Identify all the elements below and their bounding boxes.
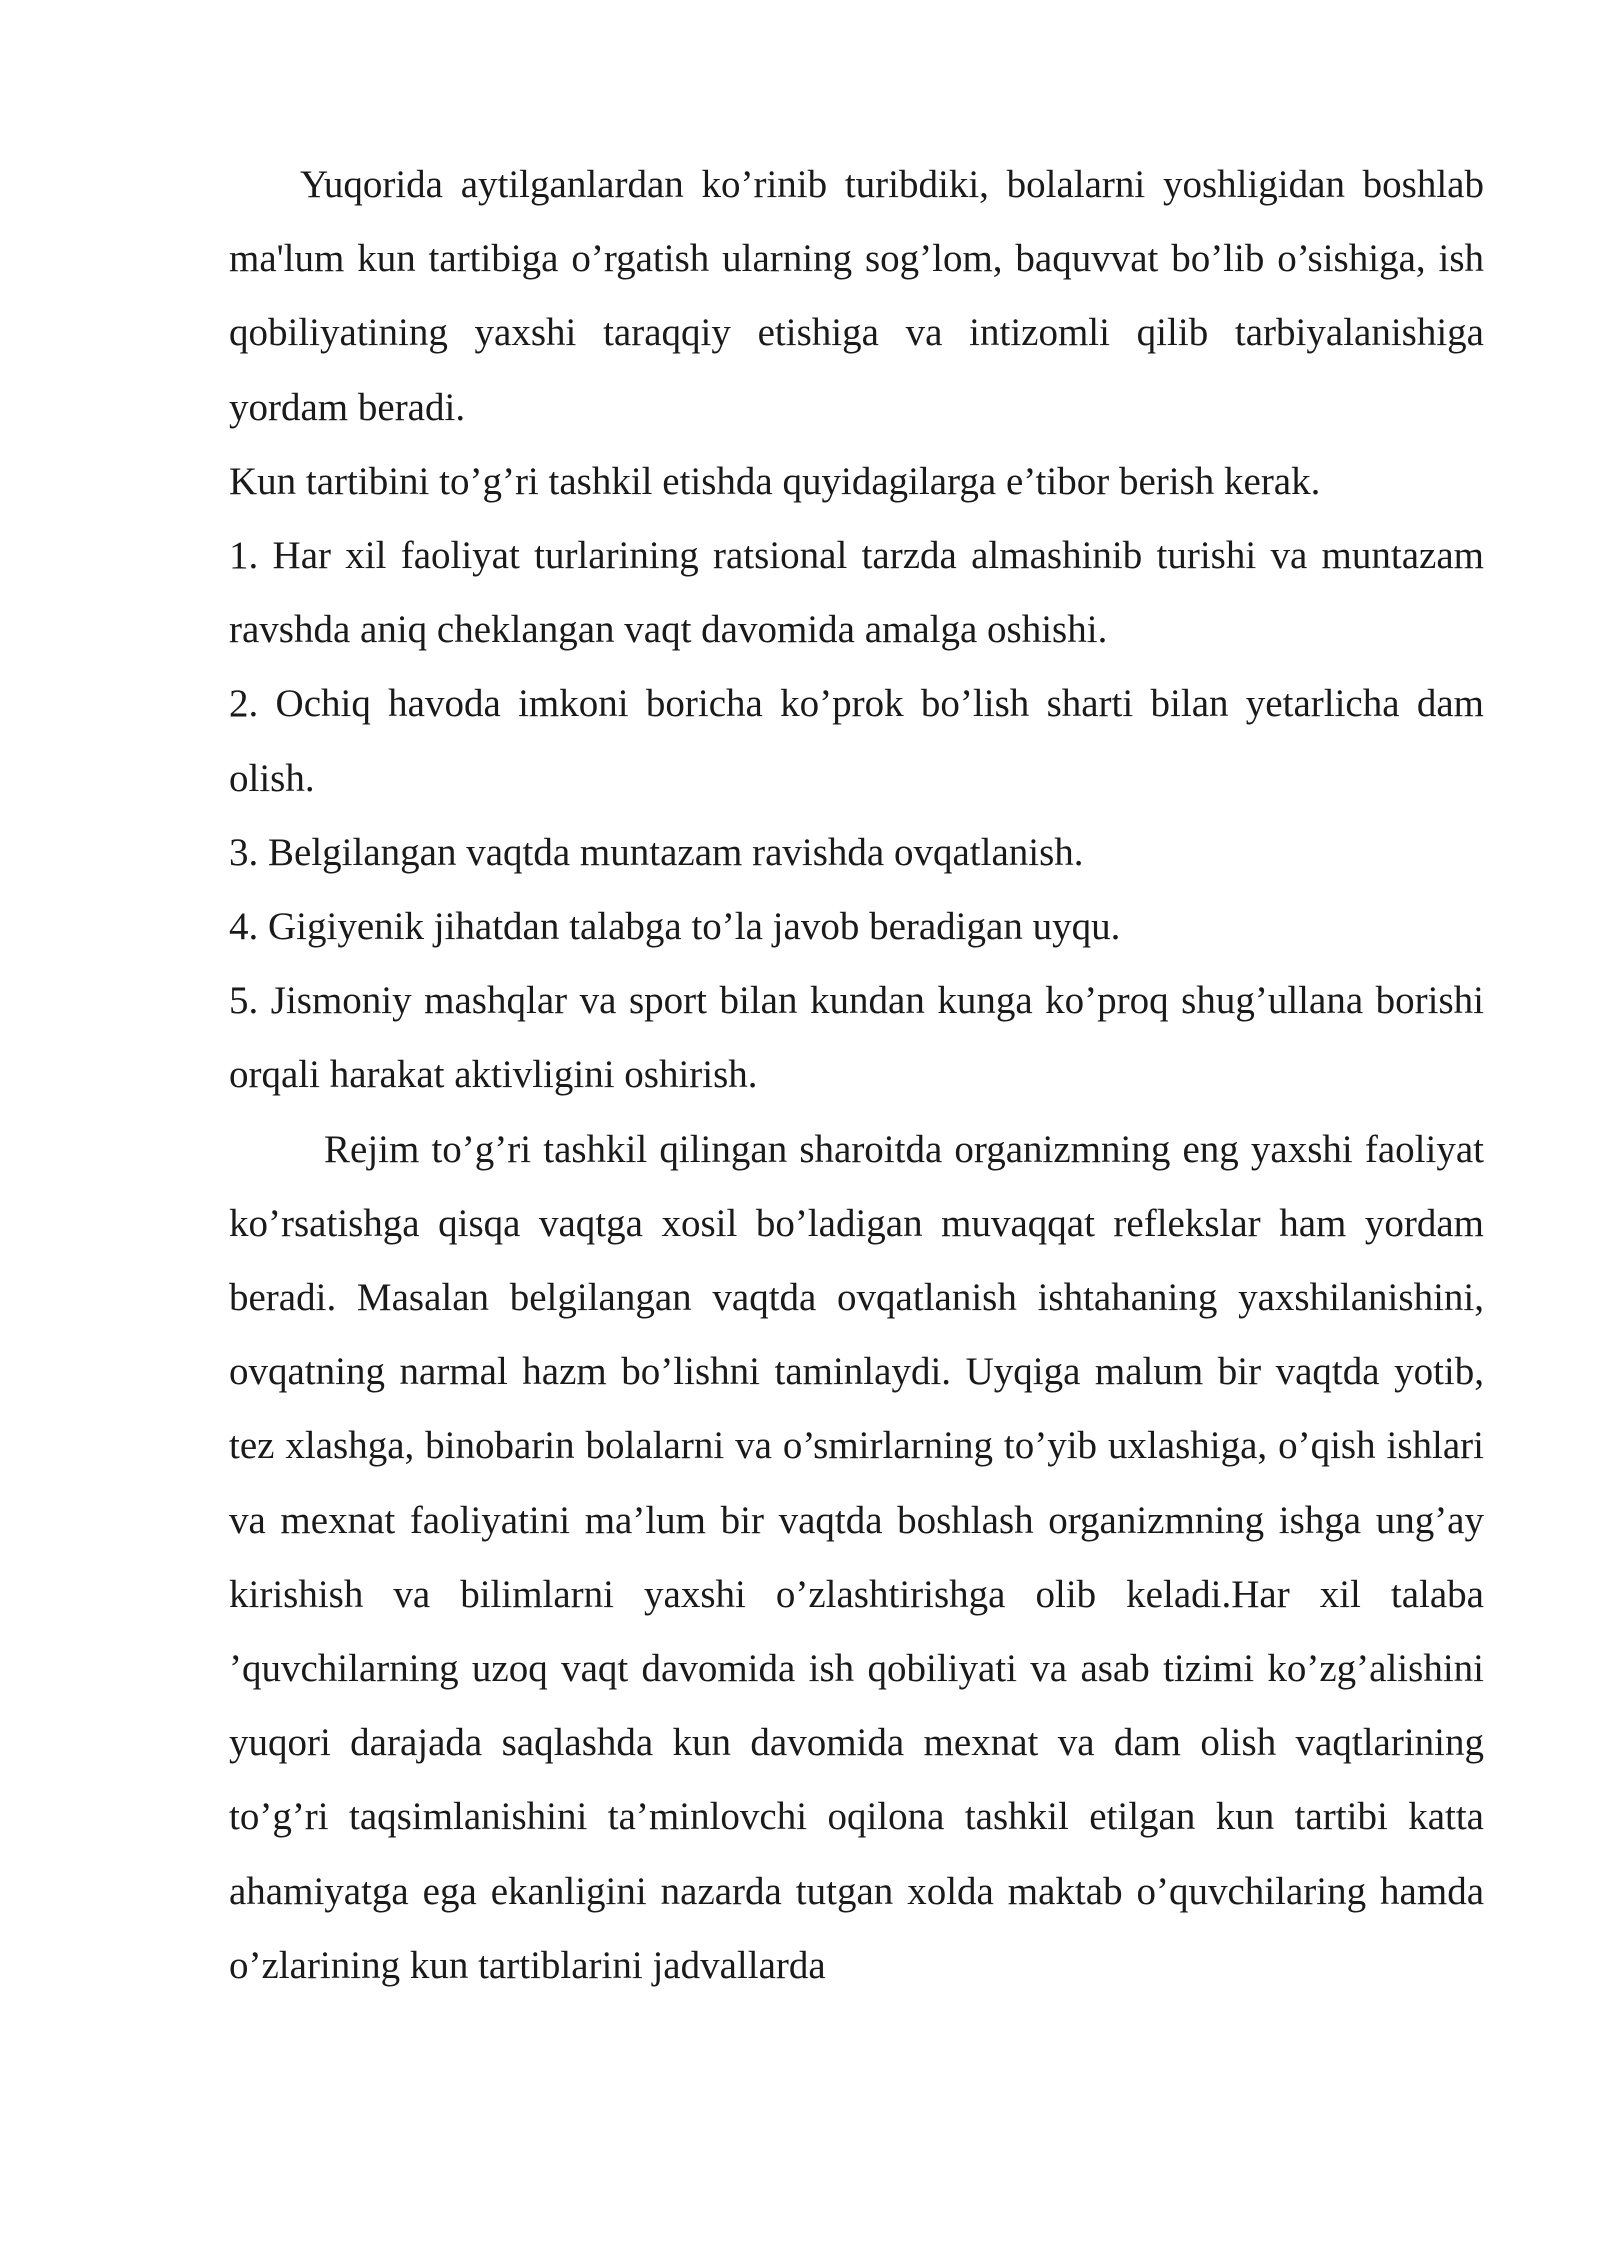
list-item-2: 2. Ochiq havoda imkoni boricha ko’prok bo’lish sharti bilan yetarlicha dam olish.	[229, 682, 1484, 800]
paragraph-intro: Yuqorida aytilganlardan ko’rinib turibdiki, bolalarni yoshligidan boshlab ma'lum kun tartibiga o’rgatish ularning sog’lom, baquvvat bo’lib o’sishiga, ish qobiliyatining yaxshi taraqqiy etishiga va intizomli qilib tarbiyalanishiga yordam beradi.	[229, 163, 1484, 429]
document-body	[229, 148, 1484, 2003]
list-item-3: 3. Belgilangan vaqtda muntazam ravishda ovqatlanish.	[229, 830, 1084, 874]
list-item-1: 1. Har xil faoliyat turlarining ratsional tarzda almashinib turishi va muntazam ravshda aniq cheklangan vaqt davomida amalga oshishi.	[229, 534, 1484, 652]
paragraph-guidelines-heading: Kun tartibini to’g’ri tashkil etishda quyidagilarga e’tibor berish kerak.	[229, 459, 1321, 503]
list-item-4: 4. Gigiyenik jihatdan talabga to’la javob beradigan uyqu.	[229, 905, 1121, 949]
list-item-5: 5. Jismoniy mashqlar va sport bilan kundan kunga ko’proq shug’ullana borishi orqali harakat aktivligini oshirish.	[229, 979, 1484, 1097]
paragraph-regime: Rejim to’g’ri tashkil qilingan sharoitda organizmning eng yaxshi faoliyat ko’rsatishga qisqa vaqtga xosil bo’ladigan muvaqqat reflekslar ham yordam beradi. Masalan belgilangan vaqtda ovqatlanish ishtahaning yaxshilanishini, ovqatning narmal hazm bo’lishni taminlaydi. Uyqiga malum bir vaqtda yotib, tez xlashga, binobarin bolalarni va o’smirlarning to’yib uxlashiga, o’qish ishlari va mexnat faoliyatini ma’lum bir vaqtda boshlash organizmning ishga ung’ay kirishish va bilimlarni yaxshi o’zlashtirishga olib keladi.Har xil talaba ’quvchilarning uzoq vaqt davomida ish qobiliyati va asab tizimi ko’zg’alishini yuqori darajada saqlashda kun davomida mexnat va dam olish vaqtlarining to’g’ri taqsimlanishini ta’minlovchi oqilona tashkil etilgan kun tartibi katta ahamiyatga ega ekanligini nazarda tutgan xolda maktab o’quvchilaring hamda o’zlarining kun tartiblarini jadvallarda	[229, 1127, 1484, 1987]
